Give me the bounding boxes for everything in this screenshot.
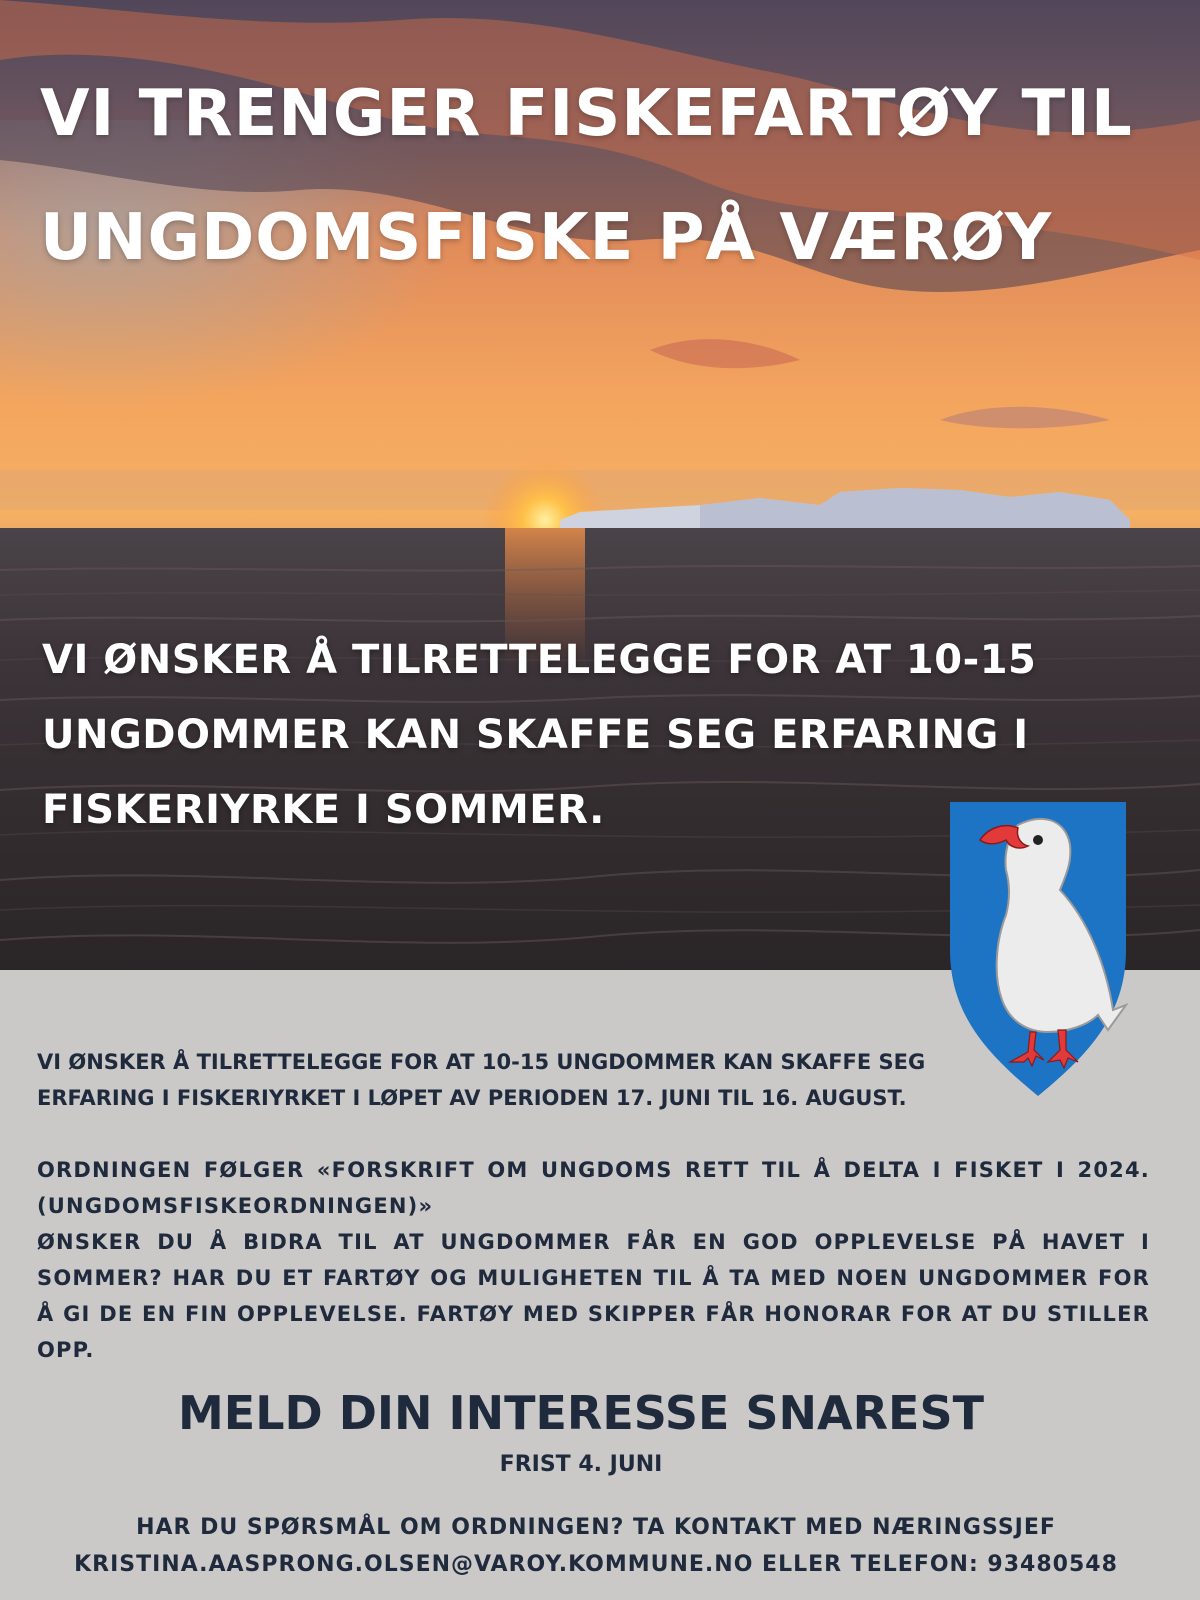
contact-line-2: KRISTINA.AASPRONG.OLSEN@VAROY.KOMMUNE.NO ELLER TELEFON: 93480548 [74,1552,1118,1577]
contact-line-1: HAR DU SPØRSMÅL OM ORDNINGEN? TA KONTAKT MED NÆRINGSSJEF [136,1515,1056,1540]
deadline: FRIST 4. JUNI [499,1452,663,1477]
contact-info [0,1509,1192,1583]
body-paragraph-3: ØNSKER DU Å BIDRA TIL AT UNGDOMMER FÅR EN GOD OPPLEVELSE PÅ HAVET I SOMMER? HAR DU ET FARTØY OG MULIGHETEN TIL Å TA MED NOEN UNGDOMMER FOR Å GI DE EN FIN OPPLEVELSE. FARTØY MED SKIPPER FÅR HONORAR FOR AT DU STILLER OPP. [37,1230,1150,1362]
body-paragraph-1: VI ØNSKER Å TILRETTELEGGE FOR AT 10-15 UNGDOMMER KAN SKAFFE SEG ERFARING I FISKERIYRKET I LØPET AV PERIODEN 17. JUNI TIL 16. AUGUST. [37,1050,926,1110]
headline: VI TRENGER FISKEFARTØY TIL UNGDOMSFISKE PÅ VÆRØY [40,77,1133,275]
body-paragraph-2: ORDNINGEN FØLGER «FORSKRIFT OM UNGDOMS RETT TIL Å DELTA I FISKET I 2024. (UNGDOMSFISKEORDNINGEN)» [37,1158,1150,1218]
subheadline: VI ØNSKER Å TILRETTELEGGE FOR AT 10-15 UNGDOMMER KAN SKAFFE SEG ERFARING I FISKERIYRKE I SOMMER. [42,637,1037,833]
call-to-action: MELD DIN INTERESSE SNAREST [178,1386,984,1440]
body-text [37,1044,1150,1368]
